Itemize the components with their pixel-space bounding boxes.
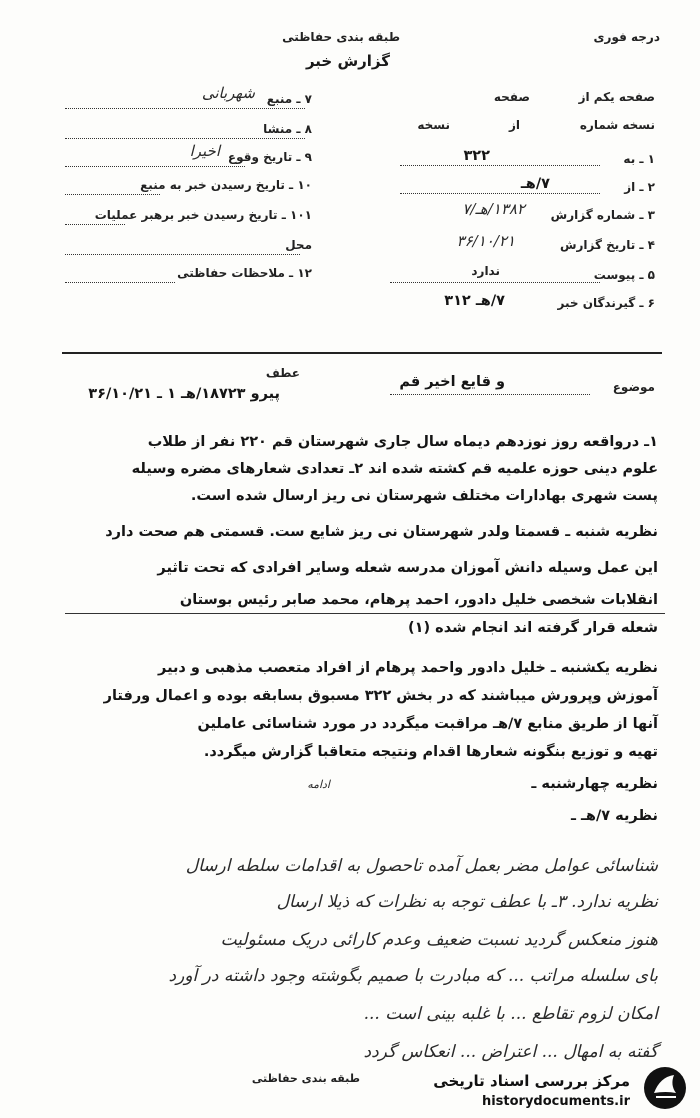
body-line: آموزش وپرورش میباشند که در بخش ۳۲۲ مسبوق بسابقه بوده و اعمال ورفتار	[103, 688, 658, 704]
field-from-label: ۲ ـ از	[624, 180, 655, 194]
field-recipients-label: ۶ ـ گیرندگان خبر	[557, 296, 655, 310]
field-to-value: ۳۲۲	[463, 148, 490, 164]
field-copy-suffix: نسخه	[417, 118, 450, 132]
handwritten-margin-note: ادامه	[307, 778, 330, 791]
body-line: آنها از طریق منابع ۷/هـ مراقبت میگردد در مورد شناسائی عاملین	[197, 716, 658, 732]
field-origin-label: ۸ ـ منشا	[263, 122, 312, 136]
subject-label: موضوع	[612, 380, 655, 394]
body-line: این عمل وسیله دانش آموزان مدرسه شعله وسایر افرادی که تحت تاثیر	[157, 560, 658, 576]
field-receipt-source-line	[65, 194, 160, 195]
field-attachment-value: ندارد	[471, 264, 500, 278]
reference-value: پیرو ۱۸۷۲۳/هـ ۱ ـ ۳۶/۱۰/۲۱	[88, 386, 280, 402]
field-attachment-label: ۵ ـ پیوست	[593, 268, 655, 282]
field-occurrence-label: ۹ ـ تاریخ وقوع	[227, 150, 312, 164]
field-to-label: ۱ ـ به	[623, 152, 655, 166]
field-copy-label: نسخه شماره	[579, 118, 655, 132]
handwritten-line: امکان لزوم تقاطع ... با غلبه بینی است ...	[363, 1004, 658, 1024]
watermark-url: historydocuments.ir	[481, 1094, 630, 1109]
field-source-label: ۷ ـ منبع	[266, 92, 312, 106]
field-security-notes-label: ۱۲ ـ ملاحظات حفاظتی	[177, 266, 312, 280]
security-class-footer: طبقه بندی حفاظتی	[251, 1072, 360, 1085]
handwritten-line: شناسائی عوامل مضر بعمل آمده تاحصول به اقدامات سلطه ارسال	[185, 856, 658, 876]
body-line: نظریه ۷/هـ ـ	[570, 808, 658, 824]
handwritten-line: گفته به امهال ... اعتراض ... انعکاس گردد	[363, 1042, 658, 1062]
handwritten-line: هنوز منعکس گردید نسبت ضعیف وعدم کارائی دریک مسئولیت	[220, 930, 658, 950]
reference-label: عطف	[265, 366, 300, 380]
security-class-header: طبقه بندی حفاظتی	[282, 30, 400, 44]
field-location-label: محل	[285, 238, 312, 252]
field-report-number-label: ۳ ـ شماره گزارش	[550, 208, 655, 222]
field-from-value: ۷/هـ	[520, 176, 550, 192]
body-underline	[65, 613, 665, 614]
body-line: نظریه چهارشنبه ـ	[531, 776, 658, 792]
urgency-label: درجه فوری	[593, 30, 660, 44]
archive-logo	[640, 1063, 690, 1113]
field-location-line	[65, 254, 300, 255]
field-security-notes-line	[65, 282, 175, 283]
header-divider	[62, 352, 662, 354]
field-occurrence-line	[65, 166, 245, 167]
body-line: علوم دینی حوزه علمیه قم کشته شده اند ۲ـ تعدادی شعارهای مضره وسیله	[131, 461, 658, 477]
field-receipt-ops-line	[65, 224, 125, 225]
body-line: نظریه یکشنبه ـ خلیل دادور واحمد پرهام از افراد متعصب مذهبی و دبیر	[158, 660, 658, 676]
field-source-line	[65, 108, 305, 109]
field-page-value: صفحه	[493, 90, 530, 104]
subject-value: و قایع اخیر قم	[399, 374, 505, 390]
body-line: تهیه و توزیع بنگونه شعارها اقدام ونتیجه متعاقبا گزارش میگردد.	[203, 744, 658, 760]
archive-logo-icon	[640, 1063, 690, 1113]
field-page-label: صفحه یکم از	[578, 90, 655, 104]
field-report-date-label: ۴ ـ تاریخ گزارش	[559, 238, 655, 252]
field-report-number-value: ۱۳۸۲/هـ/۷	[462, 200, 525, 218]
handwritten-line: بای سلسله مراتب ... که مبادرت با صمیم بگوشته وجود داشته در آورد	[168, 966, 658, 986]
field-receipt-ops-label: ۱۰۱ ـ تاریخ رسیدن خبر برهبر عملیات	[94, 208, 312, 222]
handwritten-line: نظریه ندارد. ۳ـ با عطف توجه به نظرات که ذیلا ارسال	[276, 892, 658, 912]
field-receipt-source-label: ۱۰ ـ تاریخ رسیدن خبر به منبع	[140, 178, 312, 192]
body-line: شعله قرار گرفته اند انجام شده (۱)	[408, 620, 658, 636]
field-from-line	[400, 193, 600, 194]
form-title: گزارش خبر	[305, 52, 390, 70]
field-recipients-value: ۷/هـ ۳۱۲	[444, 293, 505, 309]
body-line: ۱ـ درواقعه روز نوزدهم دیماه سال جاری شهرستان قم ۲۲۰ نفر از طلاب	[147, 434, 658, 450]
subject-line	[390, 394, 590, 395]
field-source-value: شهربانی	[201, 84, 255, 102]
field-to-line	[400, 165, 600, 166]
body-line: انقلابات شخصی خلیل دادور، احمد پرهام، محمد صابر رئیس بوستان	[179, 592, 658, 608]
body-line: پست شهری بهادارات مختلف شهرستان نی ریز ارسال شده است.	[190, 488, 658, 504]
watermark-title: مرکز بررسی اسناد تاریخی	[433, 1072, 630, 1090]
field-attachment-line	[390, 282, 600, 283]
field-copy-value: از	[508, 118, 520, 132]
body-line: نظریه شنبه ـ قسمتا ولدر شهرستان نی ریز شایع ست. قسمتی هم صحت دارد	[105, 524, 658, 540]
field-occurrence-value: اخیرا	[189, 142, 220, 160]
field-report-date-value: ۳۶/۱۰/۲۱	[456, 232, 515, 250]
field-origin-line	[65, 138, 305, 139]
